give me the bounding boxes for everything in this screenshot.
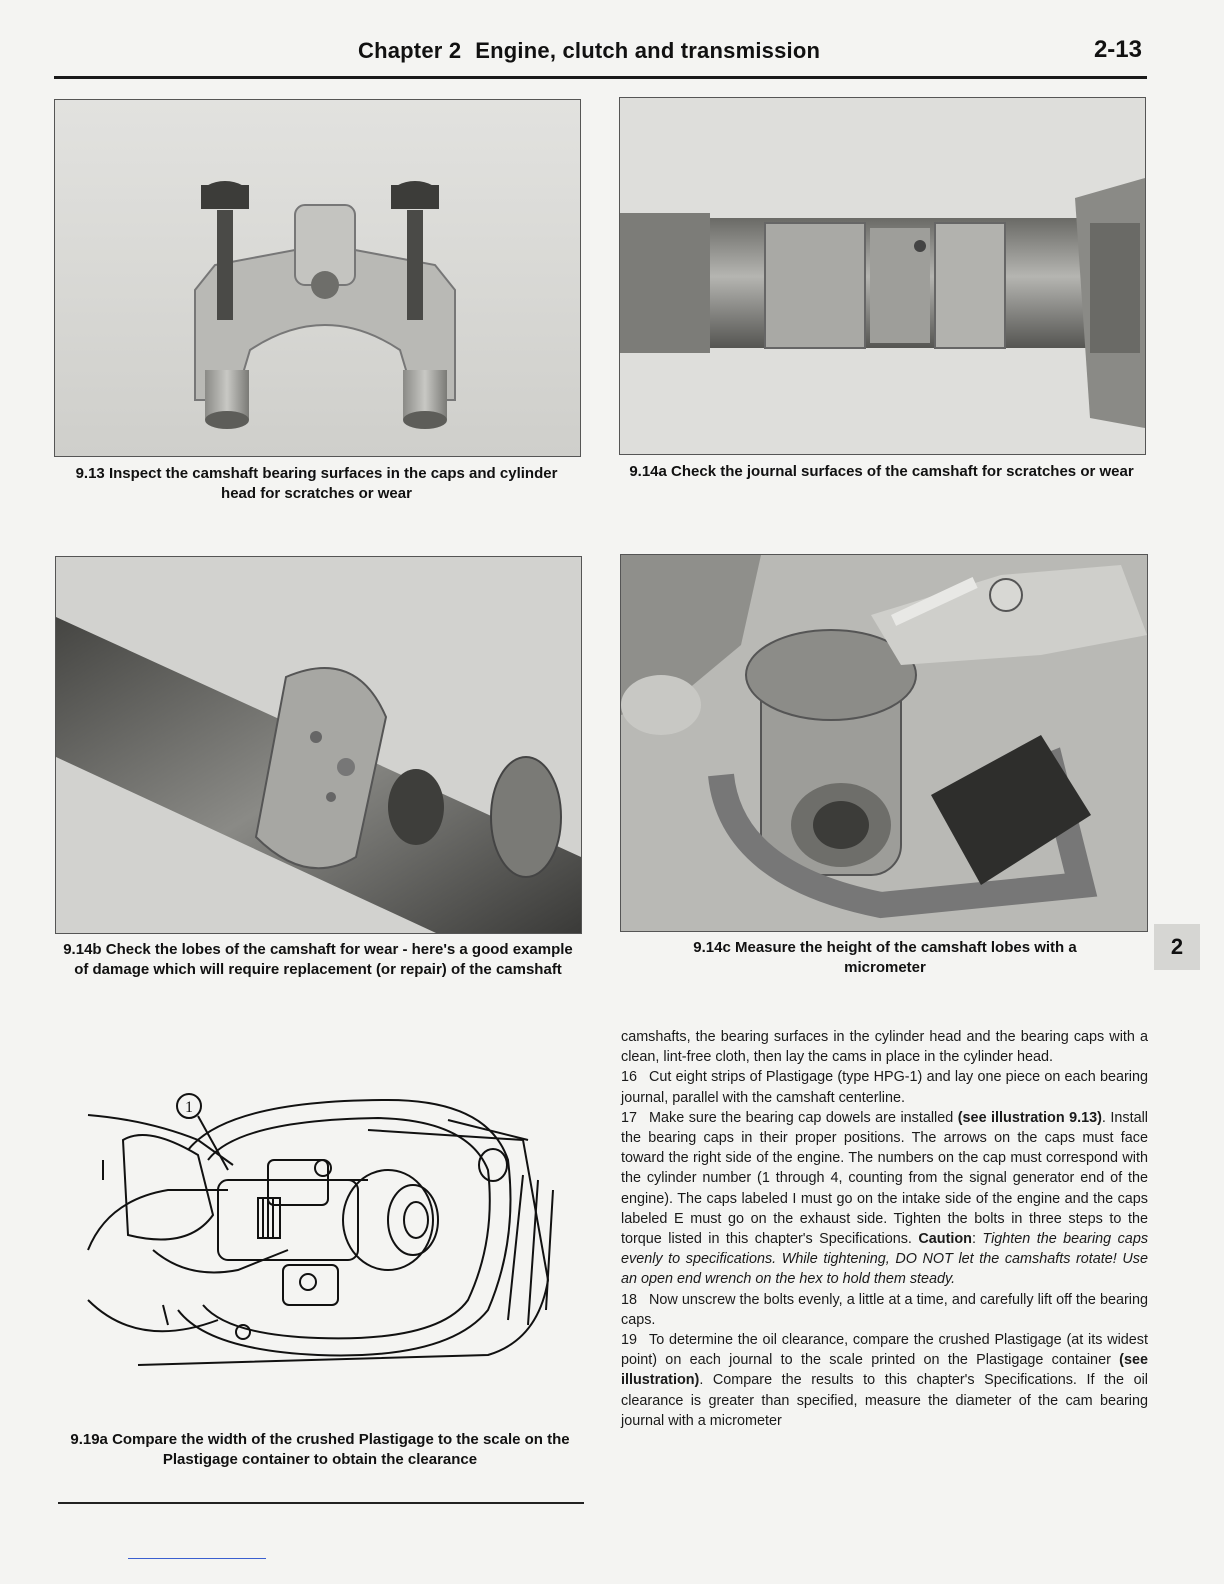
step-text: Make sure the bearing cap dowels are installed [649, 1109, 954, 1126]
step-number: 18 [621, 1291, 638, 1308]
paragraph-18 [621, 1290, 1148, 1330]
chapter-header [358, 38, 820, 64]
step-text: Now unscrew the bolts evenly, a little at a time, and carefully lift off the bearing caps. [621, 1291, 1148, 1328]
page-number: 2-13 [1093, 36, 1142, 63]
step-number: 17 [621, 1109, 638, 1126]
step-number: 19 [621, 1332, 638, 1349]
figure-caption-9-14c: 9.14c Measure the height of the camshaft lobes with a micrometer [693, 939, 1077, 976]
photo-camshaft-journals [619, 97, 1146, 455]
header-rule [54, 76, 1147, 79]
paragraph-17: 17 Make sure the bearing cap dowels are installed (see illustration 9.13). Install the bearing caps in their proper positions. The arrows on the caps must face toward the right side of the engine. The numbers on the cap must correspond with the cylinder number (1 through 4, counting from the signal generator end of the engine). The caps labeled I must go on the intake side of the engine and the caps labeled E must go on the exhaust side. Tighten the bolts in three steps to the torque listed in this chapter's Specifications. Caution: Tighten the bearing caps evenly to specifications. While tightening, DO NOT let the camshafts rotate! Use an open end wrench on the hex to hold them steady. [621, 1109, 1149, 1288]
body-text-column [621, 1027, 1148, 1431]
step-number: 16 [621, 1069, 638, 1086]
paragraph-16 [621, 1067, 1148, 1107]
photo-bearing-cap [54, 99, 581, 457]
caution-label: Caution [918, 1231, 972, 1248]
callout-number: 1 [185, 1099, 193, 1116]
step-text: To determine the oil clearance, compare the crushed Plastigage (at its widest point) on each journal to the scale printed on the Plastigage container [621, 1332, 1148, 1369]
caution-text: Tighten the bearing caps evenly to specifications. While tightening, DO NOT let the camshafts rotate! Use an open end wrench on the hex to hold them steady. [621, 1231, 1149, 1288]
figure-caption-9-14b: 9.14b Check the lobes of the camshaft for wear - here's a good example of damage which will require replacement (or repair) of the camshaft [63, 941, 573, 978]
step-text: . Install the bearing caps in their proper positions. The arrows on the caps must face toward the right side of the engine. The numbers on the cap must correspond with the cylinder number (1 through 4, counting from the signal generator end of the engine). The caps labeled I must go on the intake side of the engine and the caps labeled E must go on the exhaust side. Tighten the bolts in three steps to the torque listed in this chapter's Specifications. [621, 1109, 1149, 1248]
step-text: . Compare the results to this chapter's Specifications. If the oil clearance is greater than specified, measure the diameter of the cam bearing journal with a micrometer [621, 1372, 1148, 1429]
photo-camshaft-lobe-damage [55, 556, 582, 934]
paragraph-intro: camshafts, the bearing surfaces in the cylinder head and the bearing caps with a clean, lint-free cloth, then lay the cams in place in the cylinder head. [621, 1029, 1148, 1066]
figure-caption-9-13: 9.13 Inspect the camshaft bearing surfaces in the caps and cylinder head for scratches or wear [75, 465, 558, 502]
illustration-reference: (see illustration 9.13) [957, 1109, 1102, 1126]
chapter-label: Chapter 2 [358, 38, 462, 63]
chapter-tab-marker: 2 [1154, 924, 1200, 970]
drawing-plastigage [68, 1080, 578, 1380]
paragraph-19 [621, 1330, 1148, 1431]
chapter-title: Engine, clutch and transmission [475, 38, 821, 63]
photo-micrometer [620, 554, 1148, 932]
step-text: Cut eight strips of Plastigage (type HPG-1) and lay one piece on each bearing journal, parallel with the camshaft centerline. [621, 1069, 1148, 1106]
figure-caption-9-19a: 9.19a Compare the width of the crushed Plastigage to the scale on the Plastigage container to obtain the clearance [70, 1431, 570, 1468]
link-underline[interactable] [128, 1558, 266, 1559]
footer-rule [58, 1502, 584, 1504]
illustration-reference: (see illustration) [621, 1352, 1148, 1389]
figure-caption-9-14a: 9.14a Check the journal surfaces of the camshaft for scratches or wear [629, 463, 1134, 480]
